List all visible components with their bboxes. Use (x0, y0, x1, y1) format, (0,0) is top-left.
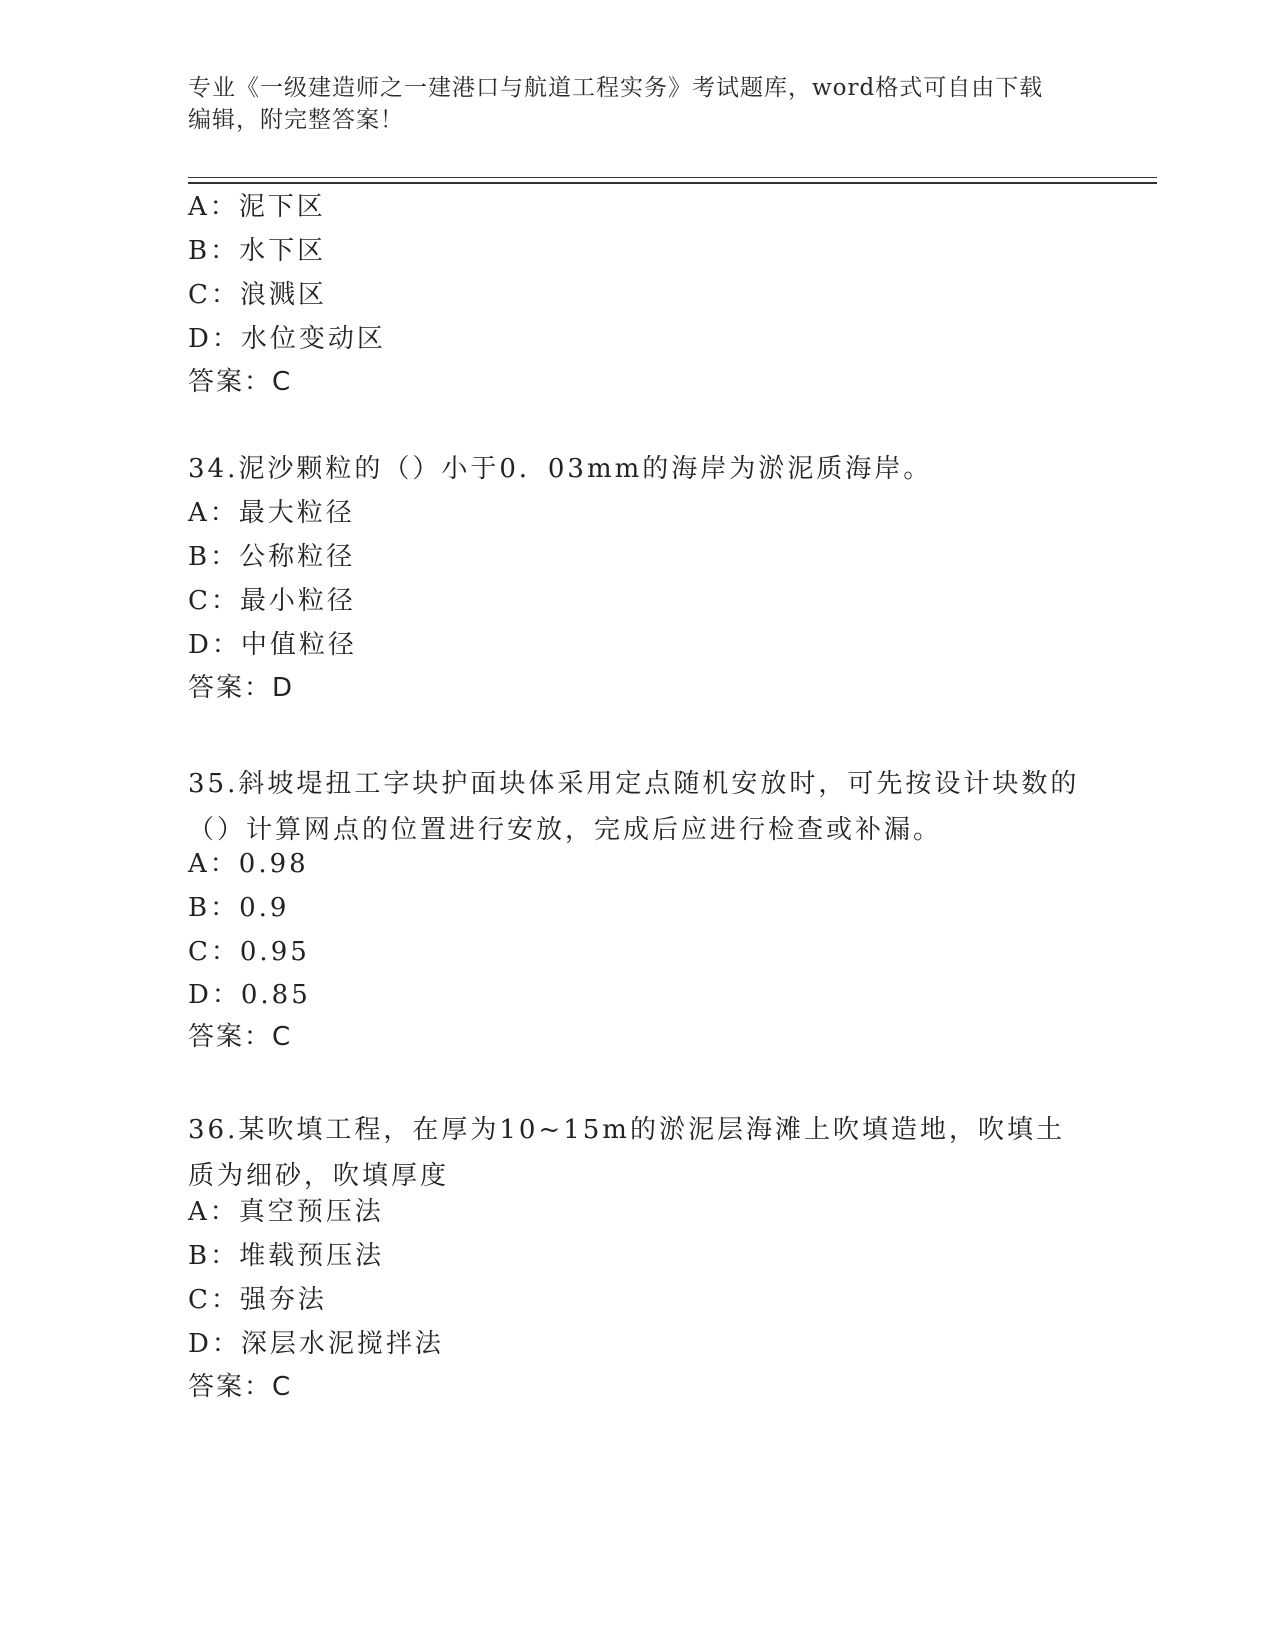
q34-option-b: B：公称粒径 (188, 542, 356, 572)
q36-option-d: D：深层水泥搅拌法 (188, 1329, 444, 1359)
q34-option-d: D：中值粒径 (188, 630, 357, 660)
q36-option-b: B：堆载预压法 (188, 1241, 385, 1271)
q34-answer: 答案：D (188, 673, 295, 703)
q35-option-b: B：0.9 (188, 893, 290, 923)
header-divider-thin (188, 177, 1157, 178)
q33-answer: 答案：C (188, 367, 293, 397)
q36-answer: 答案：C (188, 1372, 293, 1402)
q35-stem: 35.斜坡堤扭工字块护面块体采用定点随机安放时，可先按设计块数的（）计算网点的位置进行安放，完成后应进行检查或补漏。 (188, 769, 1080, 845)
q35-option-d: D：0.85 (188, 980, 311, 1010)
q36-option-c: C：强夯法 (188, 1285, 327, 1315)
q33-option-b: B：水下区 (188, 236, 327, 266)
q33-option-a: A：泥下区 (188, 192, 326, 222)
q34-stem: 34.泥沙颗粒的（）小于0．03mm的海岸为淤泥质海岸。 (188, 454, 933, 484)
q34-option-c: C：最小粒径 (188, 586, 356, 616)
q35-answer: 答案：C (188, 1022, 293, 1052)
q33-option-d: D：水位变动区 (188, 324, 386, 354)
q35-option-a: A：0.98 (188, 849, 309, 879)
header-line-2: 编辑，附完整答案！ (188, 107, 404, 133)
q36-stem: 36.某吹填工程，在厚为10~15m的淤泥层海滩上吹填造地，吹填土质为细砂，吹填厚度 (188, 1115, 1065, 1191)
q35-option-c: C：0.95 (188, 937, 310, 967)
header-line-1: 专业《一级建造师之一建港口与航道工程实务》考试题库，word格式可自由下载 (188, 75, 1044, 101)
q36-option-a: A：真空预压法 (188, 1197, 384, 1227)
q33-option-c: C：浪溅区 (188, 280, 327, 310)
document-header (188, 72, 1088, 136)
header-divider-thick (188, 182, 1157, 184)
q34-option-a: A：最大粒径 (188, 498, 355, 528)
